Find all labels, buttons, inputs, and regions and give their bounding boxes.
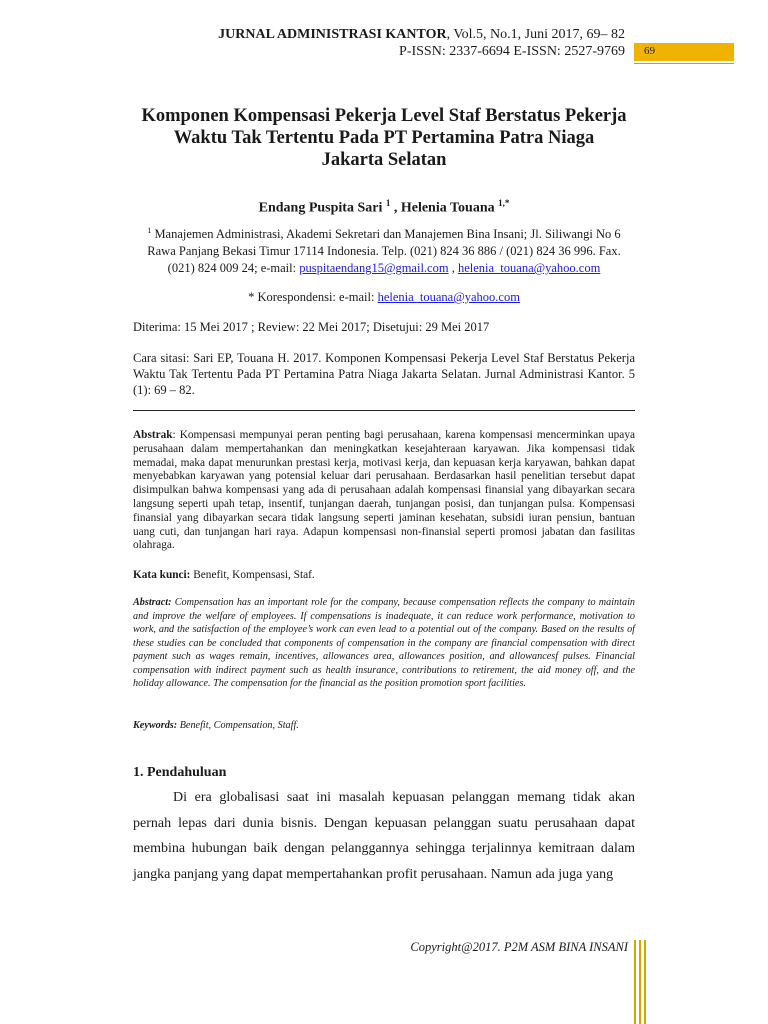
body-paragraph: Di era globalisasi saat ini masalah kepuasan pelanggan memang tidak akan pernah lepas dari dunia bisnis. Dengan kepuasan pelanggan suatu perusahaan dapat membina hubungan baik dengan pelanggannya sehingga terjalinnya kemitraan dalam jangka panjang yang dapat mempertahankan profit perusahaan. Namun ada juga yang — [133, 790, 635, 882]
page-number: 69 — [644, 45, 655, 57]
kata-kunci — [133, 569, 635, 581]
journal-name: JURNAL ADMINISTRASI KANTOR — [218, 27, 447, 42]
issn-line: P-ISSN: 2337-6694 E-ISSN: 2527-9769 — [399, 44, 625, 59]
abstract-english — [133, 596, 635, 691]
title-line-3: Jakarta Selatan — [321, 150, 447, 170]
email-link-1[interactable]: puspitaendang15@gmail.com — [299, 261, 449, 276]
affiliation-line-3 — [133, 260, 635, 277]
keywords-label: Keywords: — [133, 720, 178, 731]
footer-bar — [644, 940, 646, 1024]
author-1-sup: 1 — [385, 198, 391, 208]
section-heading: 1. Pendahuluan — [133, 765, 227, 780]
affiliation-line-3-prefix: (021) 824 009 24; e-mail: — [167, 261, 300, 276]
abstract-label: Abstract: — [133, 597, 172, 608]
email-link-2[interactable]: helenia_touana@yahoo.com — [457, 261, 601, 276]
affiliation-line-2: Rawa Panjang Bekasi Timur 17114 Indonesia. Telp. (021) 824 36 886 / (021) 824 36 996. Fax. — [147, 244, 621, 259]
email-separator: , — [448, 261, 458, 276]
affiliation-line-1 — [133, 222, 635, 243]
kata-kunci-text: Benefit, Kompensasi, Staf. — [190, 569, 315, 581]
abstrak-text: : Kompensasi mempunyai peran penting bagi perusahaan, karena kompensasi mencerminkan upaya perusahaan dalam mempertahankan dan meningkatkan kesejahteraan karyawan. Jika kompensasi tidak memadai, maka dapat menurunkan prestasi kerja, motivasi kerja, dan kepuasan kerja karyawan, bahkan dapat menyebabkan karyawan yang potensial keluar dari perusahaan. Berdasarkan hasil penelitian tersebut dapat disimpulkan bahwa kompensasi yang ada di perusahaan adalah kompensasi finansial yang dibayarkan secara langsung seperti upah tetap, insentif, tunjangan daerah, tunjangan posisi, dan tunjangan pulsa. Kompensasi finansial yang dibayarkan secara tidak langsung seperti jaminan kesehatan, subsidi iuran pensiun, bantuan uang cuti, dan tunjangan hari raya. Adapun kompensasi non-finansial seperti promosi jabatan dan fasilitas olahraga. — [133, 429, 635, 552]
abstrak — [133, 429, 635, 553]
page-number-badge — [634, 43, 734, 61]
author-2: Helenia Touana — [400, 200, 499, 216]
affiliation — [133, 222, 635, 277]
paper-title — [130, 105, 638, 171]
correspondence-prefix: * Korespondensi: e-mail: — [248, 290, 378, 304]
section-divider — [133, 410, 635, 411]
footer-copyright: Copyright@2017. P2M ASM BINA INSANI — [410, 940, 628, 954]
journal-header — [205, 27, 625, 43]
kata-kunci-label: Kata kunci: — [133, 569, 191, 581]
author-1: Endang Puspita Sari — [258, 200, 386, 216]
authors — [130, 198, 638, 217]
title-line-2: Waktu Tak Tertentu Pada PT Pertamina Patra Niaga — [173, 128, 595, 148]
abstrak-label: Abstrak — [133, 429, 173, 441]
title-line-1: Komponen Kompensasi Pekerja Level Staf Berstatus Pekerja — [141, 106, 627, 126]
footer-bar — [634, 940, 636, 1024]
affiliation-line-1-text: Manajemen Administrasi, Akademi Sekretari dan Manajemen Bina Insani; Jl. Siliwangi No 6 — [151, 227, 621, 242]
received-dates: Diterima: 15 Mei 2017 ; Review: 22 Mei 2017; Disetujui: 29 Mei 2017 — [133, 320, 490, 334]
footer-bar — [639, 940, 641, 1024]
header-rule — [634, 63, 734, 64]
journal-issue: , Vol.5, No.1, Juni 2017, 69– 82 — [446, 27, 625, 42]
correspondence-email-link[interactable]: helenia_touana@yahoo.com — [377, 290, 520, 304]
keywords — [133, 720, 635, 731]
footer-decoration — [634, 940, 654, 1024]
citation: Cara sitasi: Sari EP, Touana H. 2017. Komponen Kompensasi Pekerja Level Staf Berstatus Pekerja Waktu Tak Tertentu Pada PT Pertamina Patra Niaga Jakarta Selatan. Jurnal Administrasi Kantor. 5 (1): 69 – 82. — [133, 351, 635, 397]
correspondence — [133, 290, 635, 305]
author-2-sup: 1,* — [498, 198, 510, 208]
abstract-text: Compensation has an important role for the company, because compensation reflects the company to maintain and improve the welfare of employees. If compensations is inadequate, it can reduce work performance, motivation to work, and the satisfaction of the employee’s work can even lead to a potential out of the company. Based on the results of these studies can be concluded that components of compensation in the company are financial compensation with direct payment such as wages remain, incentives, allowances area, allowances position, and allowancesf pulses. Financial compensation with indirect payment such as health insurance, contributions to retirement, the aid money off, and the holiday allowance. The compensation for the financial as the position promotion sport facilities. — [133, 597, 635, 689]
author-separator: , — [390, 200, 401, 216]
affiliation-sup: 1 — [147, 226, 152, 235]
keywords-text: Benefit, Compensation, Staff. — [177, 720, 299, 731]
